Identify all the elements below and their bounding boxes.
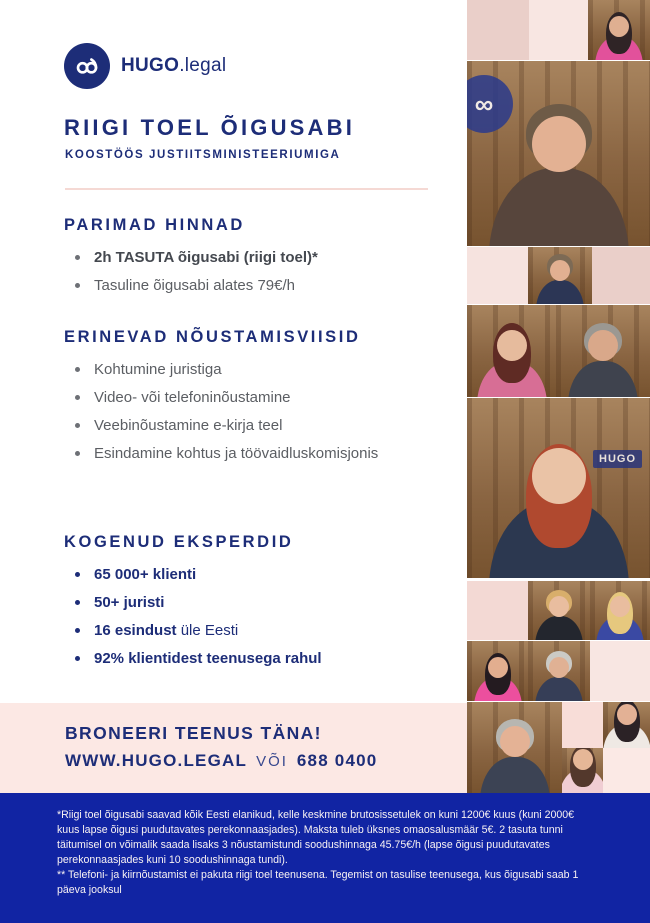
person-head [617, 704, 637, 725]
brand-name-rest: .legal [179, 55, 227, 76]
staff-photo-large [467, 61, 650, 246]
person-hair [546, 651, 572, 675]
person-hair [584, 323, 622, 357]
person-torso [480, 757, 550, 793]
person-head [500, 726, 530, 757]
bullet-dot [75, 656, 80, 661]
person-head [573, 749, 593, 770]
section-experts [64, 533, 466, 679]
section-heading: ERINEVAD NÕUSTAMISVIISID [64, 328, 361, 346]
person-torso [568, 361, 638, 397]
footnote-1: *Riigi toel õigusabi saavad kõik Eesti elanikud, kelle keskmine brutosissetulek on kuni 1200€ kuus (kuni 2000€ kuus lapse õigusi puudutavates perekonnaasjades). Maksta tuleb üksnes omaosalusmäär 5€. 2 tasuta tunni täitumisel on võimalik saada lisaks 3 nõustamistundi soodushinnaga 45.75€/h (lapse õigusi puudutavates perekonnaasjades kuni 10 soodushinnaga tundi). [57, 809, 575, 866]
person-hair [570, 748, 596, 787]
item-text-regular: Esindamine kohtus ja töövaidluskomisjonis [94, 445, 379, 462]
person-torso [596, 616, 644, 640]
bullet-list [64, 362, 466, 462]
person-hair [496, 719, 534, 753]
list-item [75, 250, 466, 266]
staff-photo [528, 581, 590, 640]
bullet-dot [75, 283, 80, 288]
wall-logo-icon: ∞ [467, 75, 513, 133]
item-text-regular: Tasuline õigusabi alates 79€/h [94, 277, 295, 294]
decor-square [529, 0, 588, 60]
list-item [75, 362, 466, 378]
cta-phone: 688 0400 [296, 751, 378, 770]
item-text-regular: Veebinõustamine e-kirja teel [94, 417, 283, 434]
staff-photo [467, 702, 562, 793]
item-text-regular: üle Eesti [176, 622, 239, 639]
item-text-bold: 65 000+ klienti [94, 566, 197, 583]
person-head [549, 657, 569, 678]
decor-square [467, 247, 528, 304]
person-hair [607, 592, 633, 634]
person-hair [493, 323, 531, 383]
staff-photo [467, 305, 556, 397]
list-item [75, 278, 466, 294]
logo-circle [64, 43, 110, 89]
staff-photo [603, 702, 650, 748]
list-item [75, 651, 466, 667]
bullet-list [64, 250, 466, 294]
person-hair [526, 444, 592, 548]
person-torso [535, 616, 583, 640]
decor-square [562, 702, 603, 748]
person-head [588, 330, 618, 361]
staff-photo [590, 581, 650, 640]
wall-sign-text: HUGO [593, 450, 642, 468]
decor-square [592, 247, 650, 304]
decor-square [590, 641, 650, 701]
decor-square [467, 0, 529, 60]
staff-photo [528, 641, 590, 701]
decor-square [603, 748, 650, 793]
list-item [75, 623, 466, 639]
bullet-list [64, 567, 466, 667]
person-hair [547, 254, 573, 278]
item-text-regular: Kohtumine juristiga [94, 361, 222, 378]
staff-photo [562, 748, 603, 793]
person-torso [489, 500, 629, 578]
person-hair [546, 590, 572, 614]
list-item [75, 567, 466, 583]
staff-photo [528, 247, 592, 304]
bullet-dot [75, 572, 80, 577]
brand-name-bold: HUGO [121, 55, 180, 76]
footnotes [0, 793, 650, 898]
person-head [610, 596, 630, 617]
list-item [75, 390, 466, 406]
list-item [75, 595, 466, 611]
list-item [75, 446, 466, 462]
item-text-bold: 92% klientidest teenusega rahul [94, 650, 322, 667]
person-head [549, 596, 569, 617]
brand-name [121, 55, 226, 77]
person-hair [485, 653, 511, 695]
section-consultation-types [64, 328, 466, 474]
item-text-bold: 16 esindust [94, 622, 177, 639]
staff-photo [588, 0, 650, 60]
infinity-icon [72, 51, 102, 81]
person-torso [535, 677, 583, 701]
person-head [532, 448, 586, 504]
footnote-2: ** Telefoni- ja kiirnõustamist ei pakuta riigi toel teenusena. Tegemist on tasulise teenusega, kus õigusabi saab 1 päeva jooksul [57, 869, 579, 896]
staff-photo [467, 641, 528, 701]
person-hair [526, 104, 592, 162]
cta-band [0, 703, 467, 793]
bullet-dot [75, 628, 80, 633]
page-subtitle: KOOSTÖÖS JUSTIITSMINISTEERIUMIGA [65, 149, 341, 161]
item-text-bold: 50+ juristi [94, 594, 165, 611]
staff-photo-large [467, 398, 650, 578]
section-heading: PARIMAD HINNAD [64, 216, 245, 234]
footer-band [0, 793, 650, 923]
item-text-bold: 2h TASUTA õigusabi (riigi toel)* [94, 249, 318, 266]
bullet-dot [75, 367, 80, 372]
cta-connector: VÕI [256, 753, 288, 770]
decor-square [467, 581, 528, 640]
bullet-dot [75, 255, 80, 260]
person-torso [595, 36, 643, 60]
person-hair [614, 702, 640, 742]
list-item [75, 418, 466, 434]
person-torso [603, 724, 650, 748]
cta-contact-line [65, 751, 377, 771]
cta-website: WWW.HUGO.LEGAL [65, 751, 248, 770]
section-heading: KOGENUD EKSPERDID [64, 533, 294, 551]
bullet-dot [75, 451, 80, 456]
person-head [488, 657, 508, 678]
divider [65, 188, 428, 190]
person-head [609, 16, 629, 37]
person-hair [606, 12, 632, 54]
person-head [532, 116, 586, 172]
person-torso [489, 168, 629, 246]
bullet-dot [75, 600, 80, 605]
person-torso [536, 280, 584, 304]
page-title: RIIGI TOEL ÕIGUSABI [64, 115, 356, 140]
staff-photo [556, 305, 650, 397]
bullet-dot [75, 423, 80, 428]
person-torso [562, 769, 603, 793]
person-torso [474, 677, 522, 701]
brand-logo [64, 43, 226, 89]
person-torso [477, 361, 547, 397]
cta-headline: BRONEERI TEENUS TÄNA! [65, 723, 322, 743]
person-head [550, 260, 570, 281]
person-head [497, 330, 527, 361]
section-prices [64, 216, 466, 306]
bullet-dot [75, 395, 80, 400]
item-text-regular: Video- või telefoninõustamine [94, 389, 291, 406]
